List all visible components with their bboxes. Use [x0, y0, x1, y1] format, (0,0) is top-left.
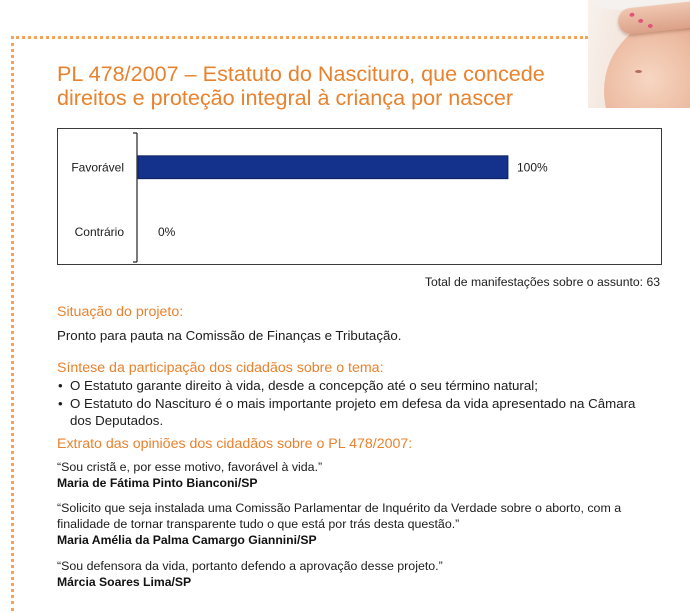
opinion-quote — [57, 558, 647, 590]
category-label: Contrário — [74, 224, 124, 239]
navel — [635, 70, 642, 73]
total-count: 63 — [646, 275, 660, 289]
situation-heading: Situação do projeto: — [57, 304, 184, 320]
situation-text: Pronto para pauta na Comissão de Finanças e Tributação. — [57, 328, 402, 343]
value-label: 100% — [517, 160, 548, 175]
chart-frame — [57, 128, 662, 265]
synthesis-list — [57, 377, 657, 430]
bar-chart — [58, 129, 661, 264]
opinions-heading: Extrato das opiniões dos cidadãos sobre o PL 478/2007: — [57, 436, 413, 452]
opinion-quote — [57, 500, 647, 548]
bar-favoravel — [138, 156, 508, 179]
fingernail — [638, 19, 643, 24]
page-title: PL 478/2007 – Estatuto do Nascituro, que concede direitos e proteção integral à criança por nascer — [57, 61, 545, 110]
total-manifestations — [425, 274, 660, 290]
dotted-frame-left — [11, 36, 14, 611]
quote-author: Maria de Fátima Pinto Bianconi/SP — [57, 476, 258, 490]
total-label: Total de manifestações sobre o assunto: — [424, 275, 644, 289]
list-item: • O Estatuto garante direito à vida, desde a concepção até o seu término natural; — [57, 377, 655, 395]
dotted-frame-top — [11, 36, 588, 39]
category-label: Favorável — [71, 160, 124, 175]
quote-author: Maria Amélia da Palma Camargo Giannini/SP — [57, 533, 317, 547]
synthesis-heading: Síntese da participação dos cidadãos sobre o tema: — [57, 360, 384, 376]
list-item: • O Estatuto do Nascituro é o mais importante projeto em defesa da vida apresentado na Câmara dos Deputados. — [57, 395, 655, 430]
pregnant-belly-photo — [588, 0, 690, 108]
quote-text: “Sou defensora da vida, portanto defendo a aprovação desse projeto.” — [57, 559, 443, 573]
opinion-quote — [57, 459, 647, 491]
quote-text: “Solicito que seja instalada uma Comissão Parlamentar de Inquérito da Verdade sobre o aborto, com a finalidade de tornar transparente tudo o que está por trás desta questão.” — [57, 501, 622, 531]
fingernail — [648, 24, 653, 29]
fingernail — [629, 13, 634, 18]
quote-text: “Sou cristã e, por esse motivo, favorável à vida.” — [57, 460, 323, 474]
quote-author: Márcia Soares Lima/SP — [57, 575, 192, 589]
value-label: 0% — [158, 224, 176, 239]
